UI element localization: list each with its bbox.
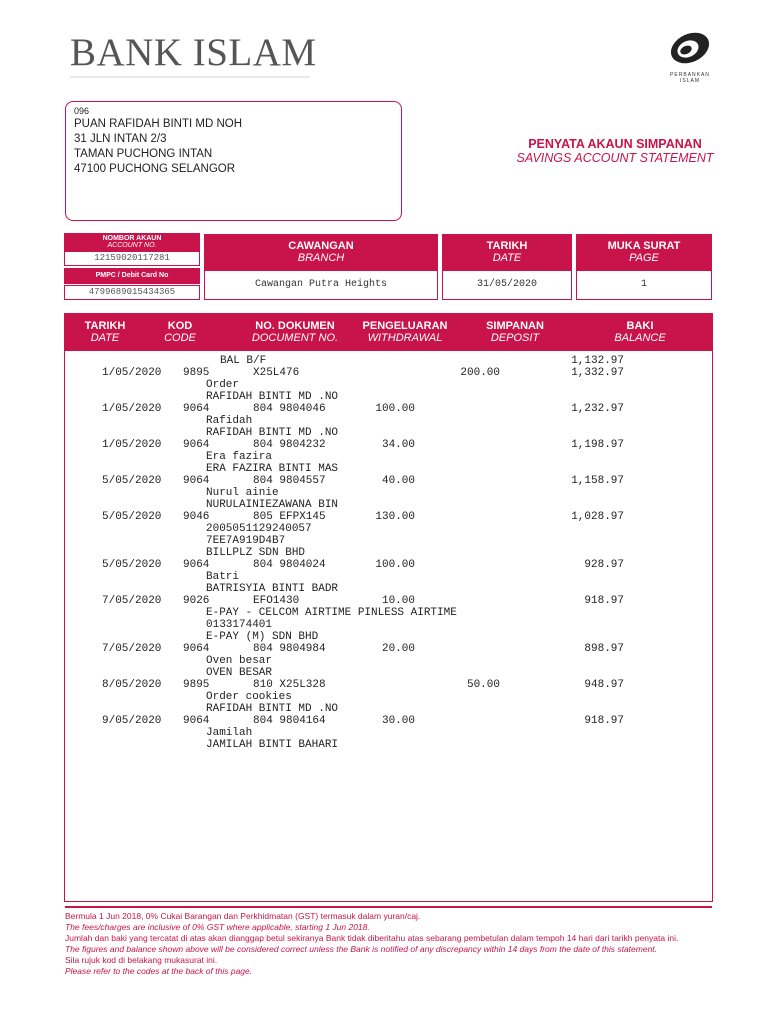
txn-withdrawal: 40.00: [381, 475, 415, 487]
table-row: [65, 403, 712, 439]
txn-date: 8/05/2020: [102, 679, 162, 691]
perbankan-islam-icon: [665, 28, 715, 68]
col-document-en: DOCUMENT NO.: [251, 332, 339, 344]
account-no-label-ms: NOMBOR AKAUN: [102, 235, 162, 242]
txn-document: 805 EFPX145: [253, 511, 326, 523]
mailing-address: [74, 105, 242, 177]
txn-date: 1/05/2020: [102, 403, 162, 415]
statement-title-ms: PENYATA AKAUN SIMPANAN: [528, 137, 702, 151]
txn-date: 5/05/2020: [102, 475, 162, 487]
page-number: 1: [576, 270, 712, 300]
txn-document: 804 9804024: [253, 559, 326, 571]
txn-balance: 1,198.97: [571, 439, 624, 451]
txn-description: 2005051129240057: [206, 523, 312, 535]
txn-date: 7/05/2020: [102, 643, 162, 655]
table-row: [65, 475, 712, 511]
txn-description: JAMILAH BINTI BAHARI: [206, 739, 339, 751]
page-label-en: PAGE: [629, 252, 659, 264]
txn-description: Jamilah: [206, 727, 253, 739]
txn-description: Nurul ainie: [206, 487, 279, 499]
footer-note: The figures and balance shown above will be considered correct unless the Bank is notified of any discrepancy within 14 days from the date of this statement.: [65, 944, 658, 954]
txn-document: 810 X25L328: [253, 679, 326, 691]
debit-card-label: PMPC / Debit Card No: [64, 268, 200, 284]
col-withdrawal-en: WITHDRAWAL: [367, 332, 443, 344]
txn-balance: 928.97: [584, 559, 624, 571]
txn-code: 9046: [183, 511, 210, 523]
txn-date: 1/05/2020: [102, 367, 162, 379]
table-row: [65, 715, 712, 751]
address-line: 47100 PUCHONG SELANGOR: [74, 163, 236, 175]
bank-logo: [70, 30, 317, 80]
txn-description: RAFIDAH BINTI MD .NO: [206, 427, 339, 439]
txn-document: 804 9804232: [253, 439, 326, 451]
account-number: 12159020117281: [64, 251, 200, 266]
col-balance-ms: BAKI: [626, 320, 654, 332]
footer-notes: [65, 911, 725, 977]
branch-value: Cawangan Putra Heights: [204, 270, 438, 300]
date-label-ms: TARIKH: [486, 240, 528, 252]
txn-description: Order: [206, 379, 240, 391]
col-code: [150, 320, 210, 344]
txn-description: ERA FAZIRA BINTI MAS: [206, 463, 339, 475]
txn-balance: 918.97: [584, 595, 624, 607]
table-row: [65, 511, 712, 559]
txn-balance: 1,028.97: [571, 511, 624, 523]
txn-code: 9064: [183, 715, 210, 727]
perbankan-islam-logo: [660, 28, 720, 84]
txn-description: RAFIDAH BINTI MD .NO: [206, 391, 339, 403]
table-header: [65, 314, 712, 351]
branch-header: [204, 234, 438, 270]
perbankan-islam-text: PERBANKAN ISLAM: [670, 72, 710, 84]
txn-balance: 918.97: [584, 715, 624, 727]
txn-code: 9064: [183, 643, 210, 655]
txn-code: 9064: [183, 439, 210, 451]
col-deposit-ms: SIMPANAN: [486, 320, 544, 332]
table-row: [65, 643, 712, 679]
account-no-label: [64, 233, 200, 251]
txn-balance: 898.97: [584, 643, 624, 655]
address-code: 096: [74, 106, 90, 116]
txn-balance: 948.97: [584, 679, 624, 691]
address-line: TAMAN PUCHONG INTAN: [74, 148, 213, 160]
txn-balance: 1,158.97: [571, 475, 624, 487]
col-document: [225, 320, 365, 344]
col-date-en: DATE: [90, 332, 120, 344]
date-label-en: DATE: [492, 252, 522, 264]
txn-description: Order cookies: [206, 691, 292, 703]
balance-brought-forward: [65, 355, 712, 367]
txn-code: 9895: [183, 367, 210, 379]
statement-title-en: SAVINGS ACCOUNT STATEMENT: [516, 151, 714, 165]
txn-description: 0133174401: [206, 619, 273, 631]
txn-description: E-PAY (M) SDN BHD: [206, 631, 319, 643]
txn-date: 7/05/2020: [102, 595, 162, 607]
txn-date: 1/05/2020: [102, 439, 162, 451]
statement-date: 31/05/2020: [442, 270, 572, 300]
branch-label-ms: CAWANGAN: [288, 240, 354, 252]
col-date: [65, 320, 145, 344]
txn-deposit: 200.00: [460, 367, 500, 379]
txn-withdrawal: 130.00: [375, 511, 415, 523]
logo-underline: [70, 76, 310, 80]
footer-note: Sila rujuk kod di belakang mukasurat ini.: [65, 955, 218, 965]
txn-description: Oven besar: [206, 655, 273, 667]
txn-document: 804 9804557: [253, 475, 326, 487]
txn-description: 7EE7A919D4B7: [206, 535, 286, 547]
txn-withdrawal: 100.00: [375, 559, 415, 571]
txn-date: 9/05/2020: [102, 715, 162, 727]
footer-divider: [65, 906, 712, 908]
address-line: PUAN RAFIDAH BINTI MD NOH: [74, 118, 243, 130]
table-row: [65, 367, 712, 403]
txn-document: 804 9804984: [253, 643, 326, 655]
txn-code: 9026: [183, 595, 210, 607]
table-row: [65, 595, 712, 643]
date-header: [442, 234, 572, 270]
account-no-label-en: ACCOUNT NO.: [107, 242, 157, 249]
col-document-ms: NO. DOKUMEN: [255, 320, 335, 332]
statement-title: [470, 137, 760, 165]
txn-deposit: 50.00: [466, 679, 500, 691]
txn-code: 9064: [183, 403, 210, 415]
txn-description: NURULAINIEZAWANA BIN: [206, 499, 339, 511]
txn-balance: 1,332.97: [571, 367, 624, 379]
debit-card-number: 4799689015434365: [64, 285, 200, 300]
txn-document: X25L476: [253, 367, 300, 379]
address-line: 31 JLN INTAN 2/3: [74, 133, 167, 145]
txn-withdrawal: 34.00: [381, 439, 415, 451]
txn-description: BATRISYIA BINTI BADR: [206, 583, 339, 595]
footer-note: Please refer to the codes at the back of this page.: [65, 966, 253, 976]
bal-bf-amount: 1,132.97: [571, 355, 624, 367]
txn-description: Rafidah: [206, 415, 253, 427]
footer-note: Jumlah dan baki yang tercatat di atas akan dianggap betul sekiranya Bank tidak diberitahu atas sebarang pembetulan dalam tempoh 14 hari dari tarikh penyata ini.: [65, 933, 679, 943]
col-code-ms: KOD: [167, 320, 193, 332]
page-header: [576, 234, 712, 270]
bal-bf-label: BAL B/F: [220, 355, 267, 367]
col-code-en: CODE: [164, 332, 196, 344]
txn-withdrawal: 100.00: [375, 403, 415, 415]
txn-description: BILLPLZ SDN BHD: [206, 547, 306, 559]
col-withdrawal-ms: PENGELUARAN: [362, 320, 448, 332]
txn-description: Era fazira: [206, 451, 273, 463]
page-label-ms: MUKA SURAT: [607, 240, 681, 252]
footer-note: The fees/charges are inclusive of 0% GST where applicable, starting 1 Jun 2018.: [65, 922, 370, 932]
txn-code: 9064: [183, 559, 210, 571]
table-row: [65, 679, 712, 715]
txn-code: 9064: [183, 475, 210, 487]
txn-document: 804 9804164: [253, 715, 326, 727]
txn-balance: 1,232.97: [571, 403, 624, 415]
txn-description: OVEN BESAR: [206, 667, 273, 679]
txn-withdrawal: 30.00: [381, 715, 415, 727]
txn-description: RAFIDAH BINTI MD .NO: [206, 703, 339, 715]
col-balance: [595, 320, 685, 344]
txn-withdrawal: 10.00: [381, 595, 415, 607]
col-balance-en: BALANCE: [614, 332, 666, 344]
footer-note: Bermula 1 Jun 2018, 0% Cukai Barangan dan Perkhidmatan (GST) termasuk dalam yuran/caj.: [65, 911, 421, 921]
col-deposit: [470, 320, 560, 344]
col-date-ms: TARIKH: [84, 320, 126, 332]
col-deposit-en: DEPOSIT: [490, 332, 540, 344]
txn-code: 9895: [183, 679, 210, 691]
txn-description: Batri: [206, 571, 240, 583]
table-row: [65, 439, 712, 475]
table-row: [65, 559, 712, 595]
col-withdrawal: [345, 320, 465, 344]
txn-withdrawal: 20.00: [381, 643, 415, 655]
txn-date: 5/05/2020: [102, 511, 162, 523]
bank-name: BANK ISLAM: [70, 31, 317, 74]
txn-document: EFO1430: [253, 595, 300, 607]
branch-label-en: BRANCH: [297, 252, 345, 264]
txn-description: E-PAY - CELCOM AIRTIME PINLESS AIRTIME: [206, 607, 457, 619]
txn-date: 5/05/2020: [102, 559, 162, 571]
txn-document: 804 9804046: [253, 403, 326, 415]
